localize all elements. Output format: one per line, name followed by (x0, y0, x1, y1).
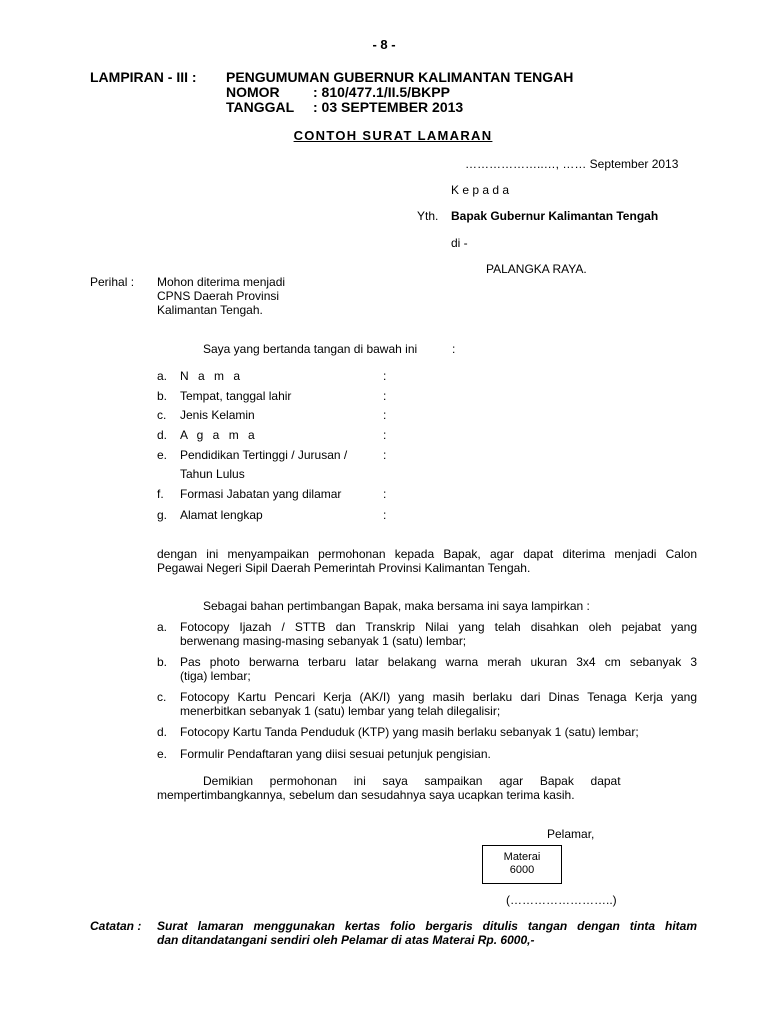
di-label: di - (451, 236, 468, 250)
perihal-line: CPNS Daerah Provinsi (157, 289, 280, 303)
field-label: Formasi Jabatan yang dilamar (180, 487, 342, 501)
note-text: dan ditandatangani sendiri oleh Pelamar di atas Materai Rp. 6000,- (157, 933, 535, 947)
intro-text: Saya yang bertanda tangan di bawah ini (203, 342, 418, 356)
page-number: - 8 - (372, 37, 396, 52)
recipient-city: PALANGKA RAYA. (486, 262, 587, 276)
field-colon: : (383, 369, 387, 383)
field-colon: : (383, 487, 387, 501)
attachment-marker: e. (157, 747, 168, 761)
request-paragraph-line: Pegawai Negeri Sipil Daerah Pemerintah Provinsi Kalimantan Tengah. (157, 561, 531, 575)
field-label: N a m a (180, 369, 244, 383)
tanggal-label: TANGGAL (226, 99, 295, 115)
document-title: CONTOH SURAT LAMARAN (293, 128, 493, 143)
attachment-text: (tiga) lembar; (180, 669, 251, 683)
field-label: A g a m a (180, 428, 258, 442)
field-colon: : (383, 428, 387, 442)
attachment-text: Fotocopy Ijazah / STTB dan Transkrip Nilai yang telah disahkan oleh pejabat yang (180, 620, 697, 634)
yth-label: Yth. (417, 209, 439, 223)
tanggal-value: : 03 SEPTEMBER 2013 (313, 99, 464, 115)
attachment-text: Formulir Pendaftaran yang diisi sesuai petunjuk pengisian. (180, 747, 491, 761)
field-colon: : (383, 389, 387, 403)
perihal-line: Mohon diterima menjadi (157, 275, 286, 289)
attachment-text: Fotocopy Kartu Tanda Penduduk (KTP) yang masih berlaku sebanyak 1 (satu) lembar; (180, 725, 639, 739)
kepada-label: K e p a d a (451, 183, 510, 197)
field-marker: a. (157, 369, 168, 383)
materai-stamp-box (482, 845, 562, 884)
field-colon: : (383, 508, 387, 522)
signature-line: (……………………..) (506, 893, 617, 907)
request-paragraph-line: dengan ini menyampaikan permohonan kepada Bapak, agar dapat diterima menjadi Calon (157, 547, 697, 561)
intro-colon: : (452, 342, 456, 356)
nomor-label: NOMOR (226, 84, 280, 100)
field-marker: b. (157, 389, 168, 403)
field-label: Jenis Kelamin (180, 408, 255, 422)
attachments-intro: Sebagai bahan pertimbangan Bapak, maka bersama ini saya lampirkan : (203, 599, 590, 613)
attachment-text: Fotocopy Kartu Pencari Kerja (AK/I) yang masih berlaku dari Dinas Tenaga Kerja yang (180, 690, 697, 704)
perihal-line: Kalimantan Tengah. (157, 303, 263, 317)
announcement-title: PENGUMUMAN GUBERNUR KALIMANTAN TENGAH (226, 69, 574, 85)
field-colon: : (383, 408, 387, 422)
perihal-label: Perihal : (90, 275, 135, 289)
attachment-text: berwenang masing-masing sebanyak 1 (satu) lembar; (180, 634, 467, 648)
attachment-marker: c. (157, 690, 167, 704)
signer-label: Pelamar, (547, 827, 595, 841)
note-label: Catatan : (90, 919, 142, 933)
field-colon: : (383, 448, 387, 462)
attachment-marker: d. (157, 725, 168, 739)
field-marker: g. (157, 508, 168, 522)
closing-line: Demikian permohonan ini saya sampaikan agar Bapak dapat (203, 774, 621, 788)
attachment-marker: a. (157, 620, 168, 634)
field-label: Tempat, tanggal lahir (180, 389, 292, 403)
field-marker: d. (157, 428, 168, 442)
field-marker: f. (157, 487, 164, 501)
date-line: ………………..…, …… September 2013 (465, 157, 679, 171)
nomor-value: : 810/477.1/II.5/BKPP (313, 84, 450, 100)
field-marker: c. (157, 408, 167, 422)
stamp-value: 6000 (509, 864, 535, 876)
note-text: Surat lamaran menggunakan kertas folio bergaris ditulis tangan dengan tinta hitam (157, 919, 697, 933)
attachment-marker: b. (157, 655, 168, 669)
closing-line: mempertimbangkannya, sebelum dan sesudahnya saya ucapkan terima kasih. (157, 788, 575, 802)
attachment-text: menerbitkan sebanyak 1 (satu) lembar yang telah dilegalisir; (180, 704, 501, 718)
field-label: Alamat lengkap (180, 508, 263, 522)
stamp-label: Materai (503, 851, 541, 863)
attachment-text: Pas photo berwarna terbaru latar belakang warna merah ukuran 3x4 cm sebanyak 3 (180, 655, 697, 669)
field-marker: e. (157, 448, 168, 462)
field-label: Tahun Lulus (180, 467, 245, 481)
lampiran-label: LAMPIRAN - III : (90, 69, 197, 85)
recipient-name: Bapak Gubernur Kalimantan Tengah (451, 209, 659, 223)
field-label: Pendidikan Tertinggi / Jurusan / (180, 448, 348, 462)
